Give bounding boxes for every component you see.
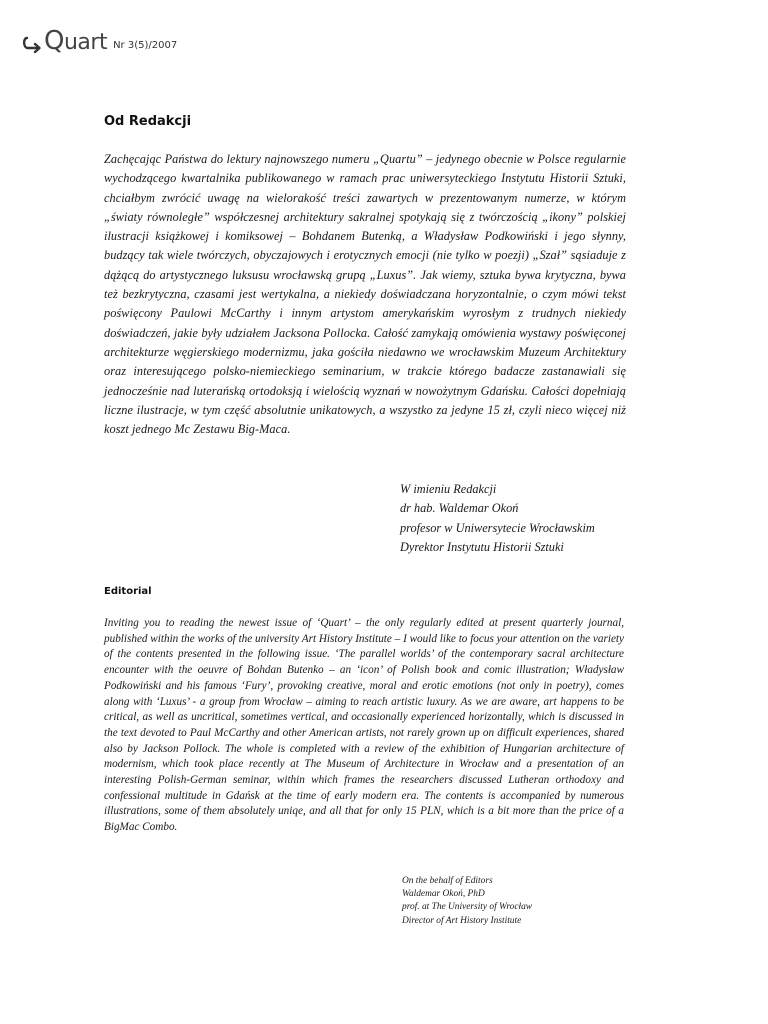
signature-line: Dyrektor Instytutu Historii Sztuki — [400, 539, 564, 554]
journal-logo: Quart — [44, 26, 108, 56]
english-section-title: Editorial — [104, 586, 152, 597]
polish-editorial-body: Zachęcając Państwa do lektury najnowszego numeru „Quartu” – jedynego obecnie w Polsce regularnie wychodzącego kwartalnika publikowanego w ramach prac uniwersyteckiego Instytutu Historii Sztuki, chciałbym zwrócić uwagę na wielorakość treści zawartych w prezentowanym numerze, w którym „światy równoległe” współczesnej architektury sakralnej spotykają się z twórczością „ikony” polskiej ilustracji książkowej i komiksowej – Bohdanem Butenką, a Władysław Podkowiński i jego słynny, budzący tak wiele twórczych, obyczajowych i erotycznych emocji (nie tylko w poezji) „Szał” sąsiaduje z dążącą do artystycznego luksusu wrocławską grupą „Luxus”. Jak wiemy, sztuka bywa krytyczna, bywa też bezkrytyczna, czasami jest wertykalna, a niekiedy doświadczana horyzontalnie, o czym mówi tekst poświęcony Paulowi McCarthy i innym artystom amerykańskim wyrosłym z trudnych niekiedy doświadczeń, jakie były udziałem Jacksona Pollocka. Całość zamykają omówienia wystawy poświęconej architekturze węgierskiego modernizmu, jaka gościła niedawno we wrocławskim Muzeum Architektury oraz interesującego polsko-niemieckiego seminarium, w trakcie którego badacze zastanawiali się jednocześnie nad luterańską ortodoksją i wielością wyznań w nowożytnym Gdańsku. Całości dopełniają liczne ilustracje, w tym część absolutnie unikatowych, a wszystko za jedyne 15 zł, czyli nieco więcej niż koszt jednego Mc Zestawu Big-Maca. — [104, 152, 626, 437]
issue-number: Nr 3(5)/2007 — [113, 40, 178, 51]
signature-line: prof. at The University of Wrocław — [402, 902, 533, 913]
curved-arrow-icon — [22, 36, 42, 54]
polish-signature — [400, 480, 595, 557]
signature-line: Waldemar Okoń, PhD — [402, 889, 485, 900]
polish-section-title: Od Redakcji — [104, 114, 192, 129]
english-signature — [402, 875, 532, 928]
signature-line: dr hab. Waldemar Okoń — [400, 501, 519, 516]
journal-header — [22, 26, 178, 56]
signature-line: profesor w Uniwersytecie Wrocławskim — [400, 520, 595, 535]
signature-line: On the behalf of Editors — [402, 876, 493, 886]
english-editorial-body: Inviting you to reading the newest issue of ‘Quart’ – the only regularly edited at present quarterly journal, published within the works of the university Art History Institute – I would like to focus your attention on the variety of the contents presented in the following issue. ‘The parallel worlds’ of the contemporary sacral architecture encounter with the oeuvre of Bohdan Butenko – an ‘icon’ of Polish book and comic illustration; Władysław Podkowiński and his famous ‘Fury’, provoking creative, moral and erotic emotions (not only in poetry), comes along with ‘Luxus’ - a group from Wrocław – aiming to reach artistic luxury. As we are aware, art happens to be critical, as well as uncritical, sometimes vertical, and occasionally experienced horizontally, which is discussed in the text devoted to Paul McCarthy and other American artists, not rarely grown up on difficult experiences, shared also by Jackson Pollock. The whole is completed with a review of the exhibition of Hungarian architecture of modernism, which took place recently at The Museum of Architecture in Wrocław and a presentation of an interesting Polish-German seminar, within which frames the researchers discussed Lutheran orthodoxy and confessional multitude in Gdańsk at the time of early modern era. The contents is accompanied by numerous illustrations, some of them absolutely uniqe, and all that for only 15 PLN, which is a bit more than the price of a BigMac Combo. — [104, 617, 624, 834]
signature-line: Director of Art History Institute — [402, 915, 522, 926]
signature-line: W imieniu Redakcji — [400, 482, 497, 496]
